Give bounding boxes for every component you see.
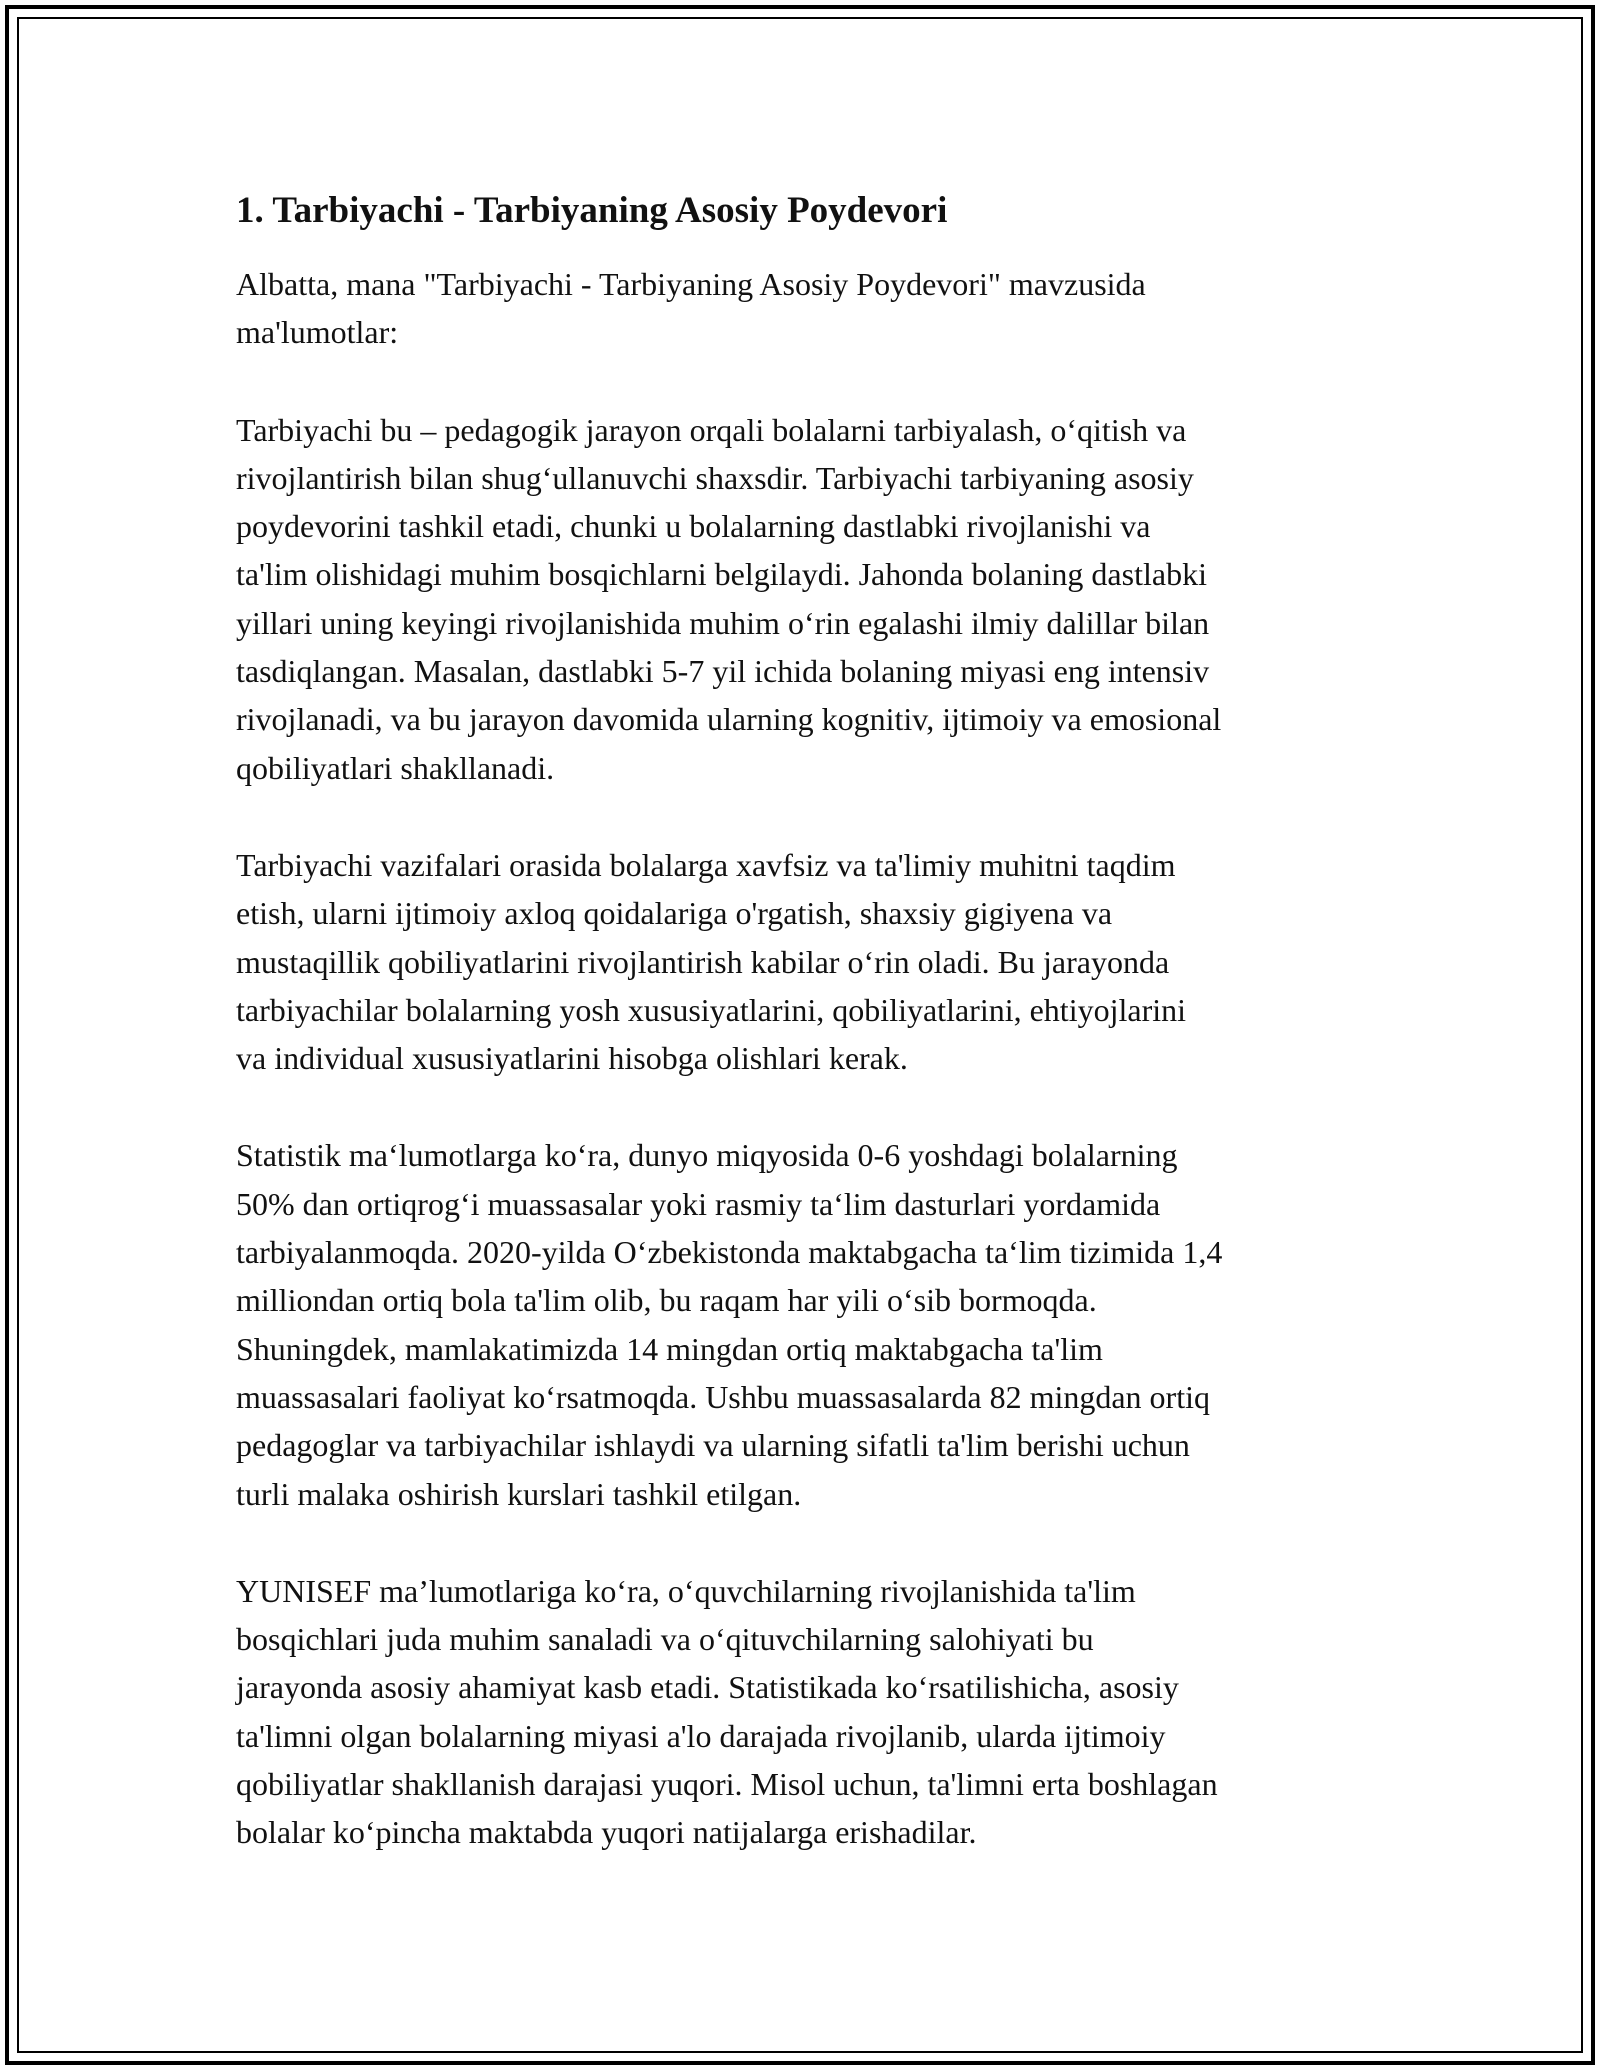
document-body [236,188,1386,1906]
paragraph-line: va individual xususiyatlarini hisobga olishlari kerak. [236,1040,908,1077]
paragraph-line: qobiliyatlar shakllanish darajasi yuqori. Misol uchun, ta'limni erta boshlagan [236,1766,1218,1803]
paragraph-line: bolalar koʻpincha maktabda yuqori natijalarga erishadilar. [236,1814,977,1851]
paragraph-line: Shuningdek, mamlakatimizda 14 mingdan ortiq maktabgacha ta'lim [236,1330,1103,1367]
paragraph-line: ta'limni olgan bolalarning miyasi a'lo darajada rivojlanib, ularda ijtimoiy [236,1717,1166,1754]
paragraph-line: rivojlanadi, va bu jarayon davomida ularning kognitiv, ijtimoiy va emosional [236,701,1222,738]
paragraph-line: rivojlantirish bilan shugʻullanuvchi shaxsdir. Tarbiyachi tarbiyaning asosiy [236,459,1194,496]
paragraph-line: yillari uning keyingi rivojlanishida muhim oʻrin egalashi ilmiy dalillar bilan [236,604,1210,641]
paragraph-line: ta'lim olishidagi muhim bosqichlarni belgilaydi. Jahonda bolaning dastlabki [236,556,1207,593]
paragraph-line: pedagoglar va tarbiyachilar ishlaydi va ularning sifatli ta'lim berishi uchun [236,1427,1190,1464]
paragraph-line: Statistik maʻlumotlarga koʻra, dunyo miqyosida 0-6 yoshdagi bolalarning [236,1137,1178,1174]
paragraph-line: muassasalari faoliyat koʻrsatmoqda. Ushbu muassasalarda 82 mingdan ortiq [236,1378,1210,1415]
paragraph-line: Tarbiyachi bu – pedagogik jarayon orqali bolalarni tarbiyalash, oʻqitish va [236,411,1187,448]
paragraph-line: Tarbiyachi vazifalari orasida bolalarga xavfsiz va ta'limiy muhitni taqdim [236,846,1176,883]
definition-paragraph [236,406,1386,792]
paragraph-line: bosqichlari juda muhim sanaladi va oʻqituvchilarning salohiyati bu [236,1621,1094,1658]
intro-paragraph [236,260,1386,357]
unicef-paragraph [236,1567,1386,1857]
statistics-paragraph [236,1131,1386,1517]
paragraph-line: turli malaka oshirish kurslari tashkil etilgan. [236,1475,802,1512]
paragraph-line: ma'lumotlar: [236,314,399,351]
paragraph-line: milliondan ortiq bola ta'lim olib, bu raqam har yili oʻsib bormoqda. [236,1282,1097,1319]
paragraph-line: tarbiyalanmoqda. 2020-yilda Oʻzbekistonda maktabgacha taʻlim tizimida 1,4 [236,1234,1223,1271]
paragraph-line: 50% dan ortiqrogʻi muassasalar yoki rasmiy taʻlim dasturlari yordamida [236,1185,1161,1222]
paragraph-line: jarayonda asosiy ahamiyat kasb etadi. Statistikada koʻrsatilishicha, asosiy [236,1669,1179,1706]
duties-paragraph [236,841,1386,1082]
section-title: 1. Tarbiyachi - Tarbiyaning Asosiy Poydevori [236,190,948,231]
paragraph-line: tarbiyachilar bolalarning yosh xususiyatlarini, qobiliyatlarini, ehtiyojlarini [236,991,1186,1028]
paragraph-line: qobiliyatlari shakllanadi. [236,749,555,786]
paragraph-line: Albatta, mana "Tarbiyachi - Tarbiyaning Asosiy Poydevori" mavzusida [236,266,1146,302]
paragraph-line: YUNISEF ma’lumotlariga koʻra, oʻquvchilarning rivojlanishida ta'lim [236,1572,1136,1609]
paragraph-line: poydevorini tashkil etadi, chunki u bolalarning dastlabki rivojlanishi va [236,508,1151,545]
paragraph-line: tasdiqlangan. Masalan, dastlabki 5-7 yil ichida bolaning miyasi eng intensiv [236,653,1210,690]
paragraph-line: mustaqillik qobiliyatlarini rivojlantirish kabilar oʻrin oladi. Bu jarayonda [236,943,1170,980]
paragraph-line: etish, ularni ijtimoiy axloq qoidalariga o'rgatish, shaxsiy gigiyena va [236,895,1113,932]
